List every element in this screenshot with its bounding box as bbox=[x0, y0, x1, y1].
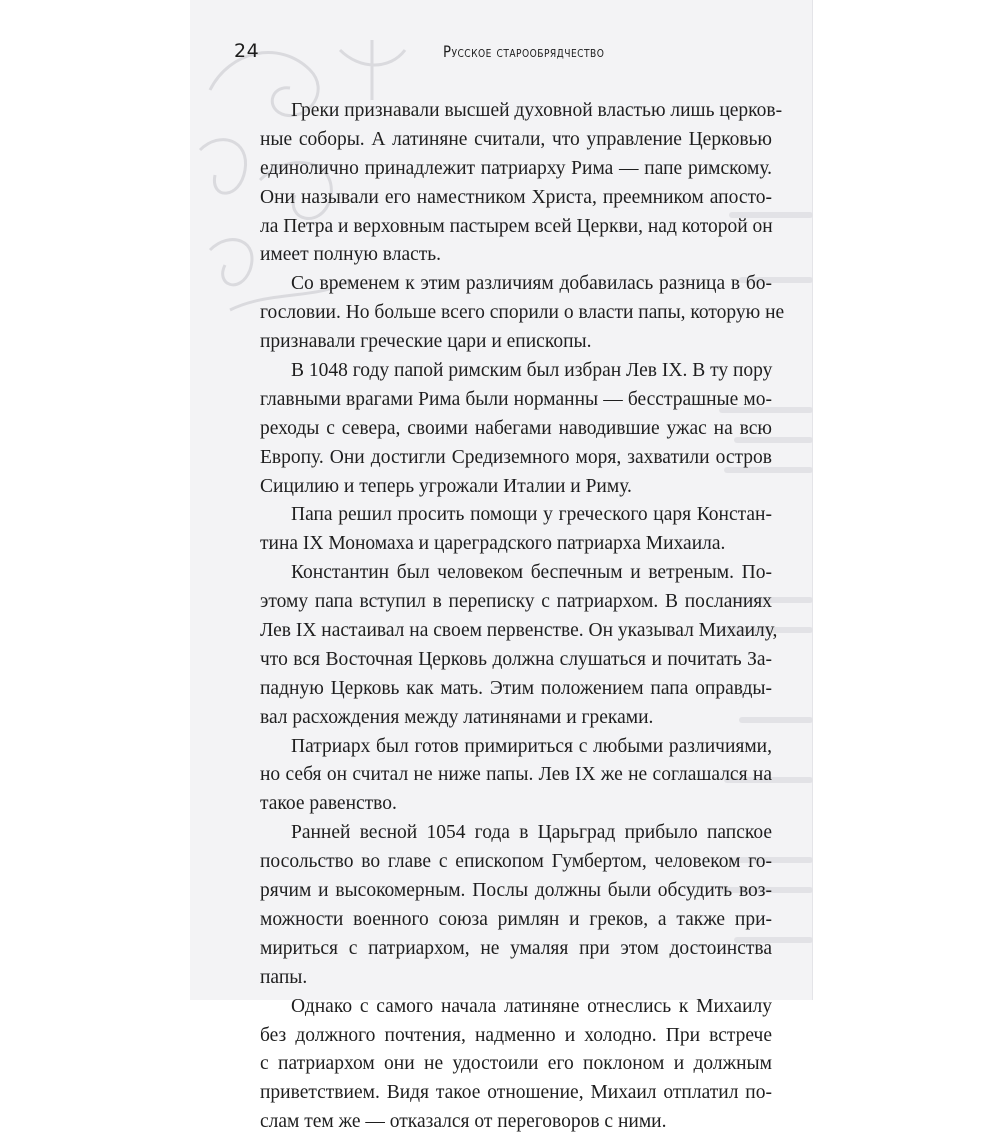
text-line: признавали греческие цари и епископы. bbox=[260, 331, 592, 353]
text-line: В 1048 году папой римским был избран Лев IX. В ту пору bbox=[291, 360, 773, 382]
text-line: Однако с самого начала латиняне отнеслись к Михаилу bbox=[291, 995, 772, 1017]
text-line: слам тем же — отказался от переговоров с ними. bbox=[260, 1111, 667, 1133]
text-line: посольство во главе с епископом Гумбертом, человеком го- bbox=[260, 851, 772, 873]
paragraph bbox=[260, 819, 772, 992]
text-line: единолично принадлежит патриарху Рима — папе римскому. bbox=[260, 157, 772, 179]
text-line: имеет полную власть. bbox=[260, 244, 442, 266]
page-header bbox=[234, 40, 782, 80]
text-line: мириться с патриархом, не умаляя при этом достоинства bbox=[260, 937, 772, 959]
paragraph bbox=[260, 270, 785, 357]
paragraph bbox=[260, 733, 772, 820]
text-line: Европу. Они достигли Средиземного моря, захватили остров bbox=[260, 446, 772, 468]
paragraph bbox=[260, 993, 772, 1137]
text-line: можности военного союза римлян и греков, а также при- bbox=[260, 908, 772, 930]
paragraph bbox=[260, 97, 783, 270]
text-line: папы. bbox=[260, 966, 308, 988]
text-line: тина IX Мономаха и цареградского патриарха Михаила. bbox=[260, 533, 726, 555]
text-line: реходы с севера, своими набегами наводившие ужас на всю bbox=[260, 417, 772, 439]
text-line: главными врагами Рима были норманны — бесстрашные мо- bbox=[260, 388, 772, 410]
text-line: Они называли его наместником Христа, преемником апосто- bbox=[260, 186, 772, 208]
paragraph bbox=[260, 559, 778, 732]
text-line: Константин был человеком беспечным и ветреным. По- bbox=[291, 562, 772, 584]
paragraph bbox=[260, 357, 772, 501]
text-line: с патриархом они не удостоили его поклоном и должным bbox=[260, 1053, 772, 1075]
book-page bbox=[190, 0, 812, 1133]
text-line: приветствием. Видя такое отношение, Михаил отплатил по- bbox=[260, 1082, 772, 1104]
text-line: Сицилию и теперь угрожали Италии и Риму. bbox=[260, 475, 632, 497]
page-number: 24 bbox=[234, 40, 260, 62]
text-line: без должного почтения, надменно и холодно. При встрече bbox=[260, 1024, 772, 1046]
body-text bbox=[260, 97, 785, 1137]
text-line: гословии. Но больше всего спорили о власти папы, которую не bbox=[260, 302, 785, 324]
paragraph bbox=[260, 501, 772, 559]
text-line: ла Петра и верховным пастырем всей Церкви, над которой он bbox=[260, 215, 773, 237]
text-line: падную Церковь как мать. Этим положением папа оправды- bbox=[260, 677, 772, 699]
text-line: что вся Восточная Церковь должна слушаться и почитать За- bbox=[260, 648, 772, 670]
text-line: но себя он считал не ниже папы. Лев IX же не соглашался на bbox=[260, 764, 772, 786]
text-line: Греки признавали высшей духовной властью лишь церков- bbox=[291, 100, 783, 121]
text-line: Лев IX настаивал на своем первенстве. Он указывал Михаилу, bbox=[260, 620, 778, 642]
text-line: Со временем к этим различиям добавилась разница в бо- bbox=[291, 273, 772, 295]
text-line: ные соборы. А латиняне считали, что управление Церковью bbox=[260, 128, 772, 150]
text-line: Ранней весной 1054 года в Царьград прибыло папское bbox=[291, 822, 772, 844]
text-line: этому папа вступил в переписку с патриархом. В посланиях bbox=[260, 591, 772, 613]
text-line: рячим и высокомерным. Послы должны были обсудить воз- bbox=[260, 880, 772, 902]
text-line: вал расхождения между латинянами и греками. bbox=[260, 706, 654, 728]
running-title: Русское старообрядчество bbox=[443, 42, 605, 61]
text-line: Папа решил просить помощи у греческого царя Констан- bbox=[291, 504, 772, 526]
text-line: Патриарх был готов примириться с любыми различиями, bbox=[291, 735, 772, 757]
text-line: такое равенство. bbox=[260, 793, 397, 815]
